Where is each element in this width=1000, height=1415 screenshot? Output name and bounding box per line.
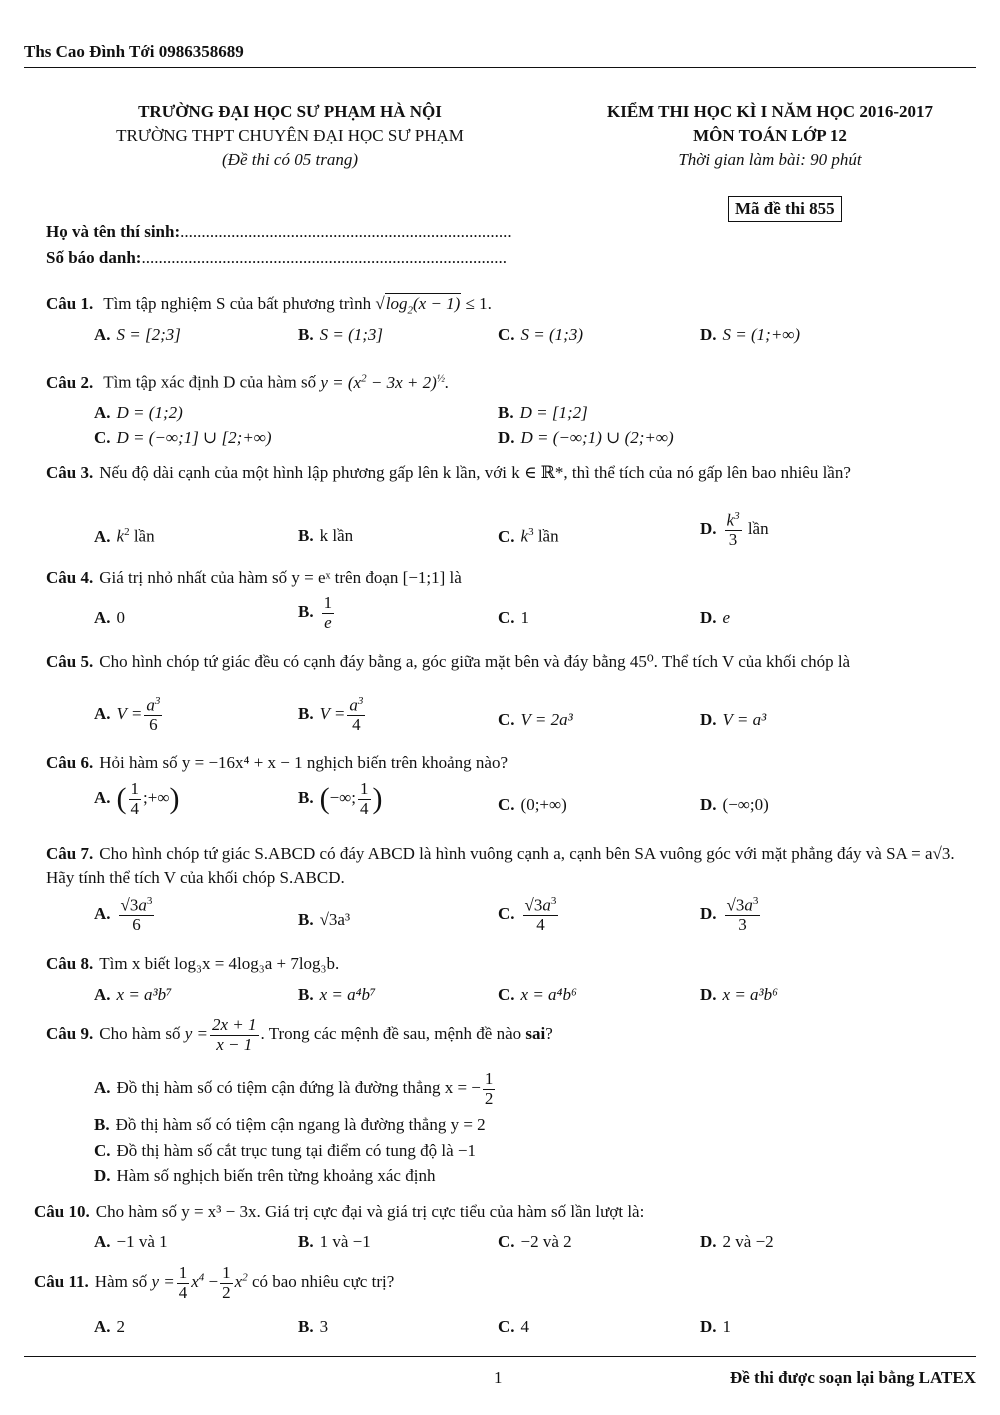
q10-option-c[interactable]: C. −2 và 2 [498,1232,572,1251]
question-9: Câu 9. Cho hàm số y = $\frac{2x + 1}{x - 1}$ . Trong các mệnh đề sau, mệnh đề nào sai? [46,1015,553,1054]
q5-option-a[interactable]: A. V = $\frac{a^3}{6}$ [94,695,161,735]
pages-note: (Đề thi có 05 trang) [222,150,358,169]
question-8: Câu 8. Tìm x biết log₃x = 4log₃a + 7log₃b. [46,954,340,973]
q8-option-b[interactable]: B. x = a⁴b⁷ [298,985,376,1004]
question-5: Câu 5. Cho hình chóp tứ giác đều có cạnh đáy bằng a, góc giữa mặt bên và đáy bằng 45⁰. Thể tích V của khối chóp là [46,652,851,671]
q2-option-b[interactable]: B. D = [1;2] [498,403,588,422]
school-block [60,100,520,172]
exam-code-box: Mã đề thi 855 [728,196,842,222]
q7-option-c[interactable]: C. $\frac{√3a^3}{4}$ [498,895,557,935]
footer-note: Đề thi được soạn lại bằng LATEX [729,1368,976,1387]
question-6: Câu 6. Hỏi hàm số y = −16x⁴ + x − 1 nghịch biến trên khoảng nào? [46,753,508,772]
q1-formula: $√\log_2(x - 1) \le 1$. [375,294,492,317]
question-3: Câu 3. Nếu độ dài cạnh của một hình lập phương gấp lên k lần, với k ∈ ℝ*, thì thể tích của nó gấp lên bao nhiêu lần? [46,463,851,482]
q4-option-c[interactable]: C. 1 [498,608,530,627]
q10-option-b[interactable]: B. 1 và −1 [298,1232,371,1251]
author-line: Ths Cao Đình Tới 0986358689 [24,42,244,61]
question-1: Câu 1. Tìm tập nghiệm S của bất phương trình $√\log_2(x - 1) \le 1$. [46,294,492,317]
q1-option-c[interactable]: C. S = (1;3) [498,325,583,344]
question-2: Câu 2. Tìm tập xác định D của hàm số $y = (x^2 - 3x + 2)^{\frac{1}{2}}$. [46,372,450,392]
q9-option-a[interactable]: A. Đồ thị hàm số có tiệm cận đứng là đường thẳng x = − $\frac{1}{2}$ [94,1069,494,1108]
q7-option-b[interactable]: B. √3a³ [298,910,351,929]
name-dots: .............................................................................. [180,222,512,241]
q3-option-b[interactable]: B. k lần [298,526,354,545]
exam-time: Thời gian làm bài: 90 phút [678,150,862,169]
top-rule [24,67,976,68]
page-number: 1 [494,1368,503,1387]
q11-option-a[interactable]: A. 2 [94,1317,126,1336]
q9-option-c[interactable]: C. Đồ thị hàm số cắt trục tung tại điểm có tung độ là −1 [94,1141,476,1160]
q11-option-c[interactable]: C. 4 [498,1317,530,1336]
q9-option-d[interactable]: D. Hàm số nghịch biến trên từng khoảng xác định [94,1166,436,1185]
q11-option-d[interactable]: D. 1 [700,1317,732,1336]
id-line [46,248,507,268]
name-line [46,222,512,242]
bottom-rule [24,1356,976,1357]
q6-option-b[interactable]: B. (−∞; $\frac{1}{4}$ ) [298,779,383,818]
q2-option-a[interactable]: A. D = (1;2) [94,403,183,422]
q3-option-d[interactable]: D. $\frac{k^3}{3}$ lần [700,510,769,550]
q3-option-a[interactable]: A. $k^2$ lần [94,526,155,546]
q1-option-b[interactable]: B. S = (1;3] [298,325,384,344]
q4-option-a[interactable]: A. 0 [94,608,126,627]
q4-option-b[interactable]: B. $\frac{1}{e}$ [298,593,333,632]
school-name-2: TRƯỜNG THPT CHUYÊN ĐẠI HỌC SƯ PHẠM [116,126,464,145]
question-10: Câu 10. Cho hàm số y = x³ − 3x. Giá trị cực đại và giá trị cực tiểu của hàm số lần lượt là: [34,1202,645,1221]
q2-option-d[interactable]: D. D = (−∞;1) ∪ (2;+∞) [498,428,674,447]
subject: MÔN TOÁN LỚP 12 [693,126,847,145]
q6-option-d[interactable]: D. (−∞;0) [700,795,769,814]
question-4: Câu 4. Giá trị nhỏ nhất của hàm số y = eˣ trên đoạn [−1;1] là [46,568,462,587]
q1-option-d[interactable]: D. S = (1;+∞) [700,325,801,344]
q11-option-b[interactable]: B. 3 [298,1317,329,1336]
q2-option-c[interactable]: C. D = (−∞;1] ∪ [2;+∞) [94,428,272,447]
q8-option-d[interactable]: D. x = a³b⁶ [700,985,779,1004]
q1-option-a[interactable]: A. S = [2;3] [94,325,181,344]
q8-option-a[interactable]: A. x = a³b⁷ [94,985,173,1004]
q6-option-c[interactable]: C. (0;+∞) [498,795,567,814]
id-label: Số báo danh: [46,248,142,267]
q7-option-a[interactable]: A. $\frac{√3a^3}{6}$ [94,895,153,935]
exam-title: KIỂM THI HỌC KÌ I NĂM HỌC 2016-2017 [606,102,933,121]
q3-option-c[interactable]: C. $k^3$ lần [498,526,559,546]
q5-option-b[interactable]: B. V = $\frac{a^3}{4}$ [298,695,364,735]
name-label: Họ và tên thí sinh: [46,222,181,241]
q2-formula: $y = (x^2 - 3x + 2)^{\frac{1}{2}}$. [320,372,450,392]
q5-option-d[interactable]: D. V = a³ [700,710,767,729]
q9-option-b[interactable]: B. Đồ thị hàm số có tiệm cận ngang là đường thẳng y = 2 [94,1115,486,1134]
q6-option-a[interactable]: A. ( $\frac{1}{4}$ ;+∞) [94,779,180,818]
school-name-1: TRƯỜNG ĐẠI HỌC SƯ PHẠM HÀ NỘI [138,102,442,121]
q10-option-d[interactable]: D. 2 và −2 [700,1232,774,1251]
exam-block [560,100,980,172]
q8-option-c[interactable]: C. x = a⁴b⁶ [498,985,577,1004]
question-7: Câu 7. Cho hình chóp tứ giác S.ABCD có đáy ABCD là hình vuông cạnh a, cạnh bên SA vuông góc với mặt phẳng đáy và SA = a√3. Hãy tính thể tích V của khối chóp S.ABCD. [46,844,955,887]
q10-option-a[interactable]: A. −1 và 1 [94,1232,168,1251]
id-dots: ...................................................................................... [141,248,507,267]
question-11: Câu 11. Hàm số y = $\frac{1}{4}$ $x^4$ − $\frac{1}{2}$ $x^2$ có bao nhiêu cực trị? [34,1263,395,1302]
q7-option-d[interactable]: D. $\frac{√3a^3}{3}$ [700,895,759,935]
q4-option-d[interactable]: D. e [700,608,731,627]
q5-option-c[interactable]: C. V = 2a³ [498,710,573,729]
